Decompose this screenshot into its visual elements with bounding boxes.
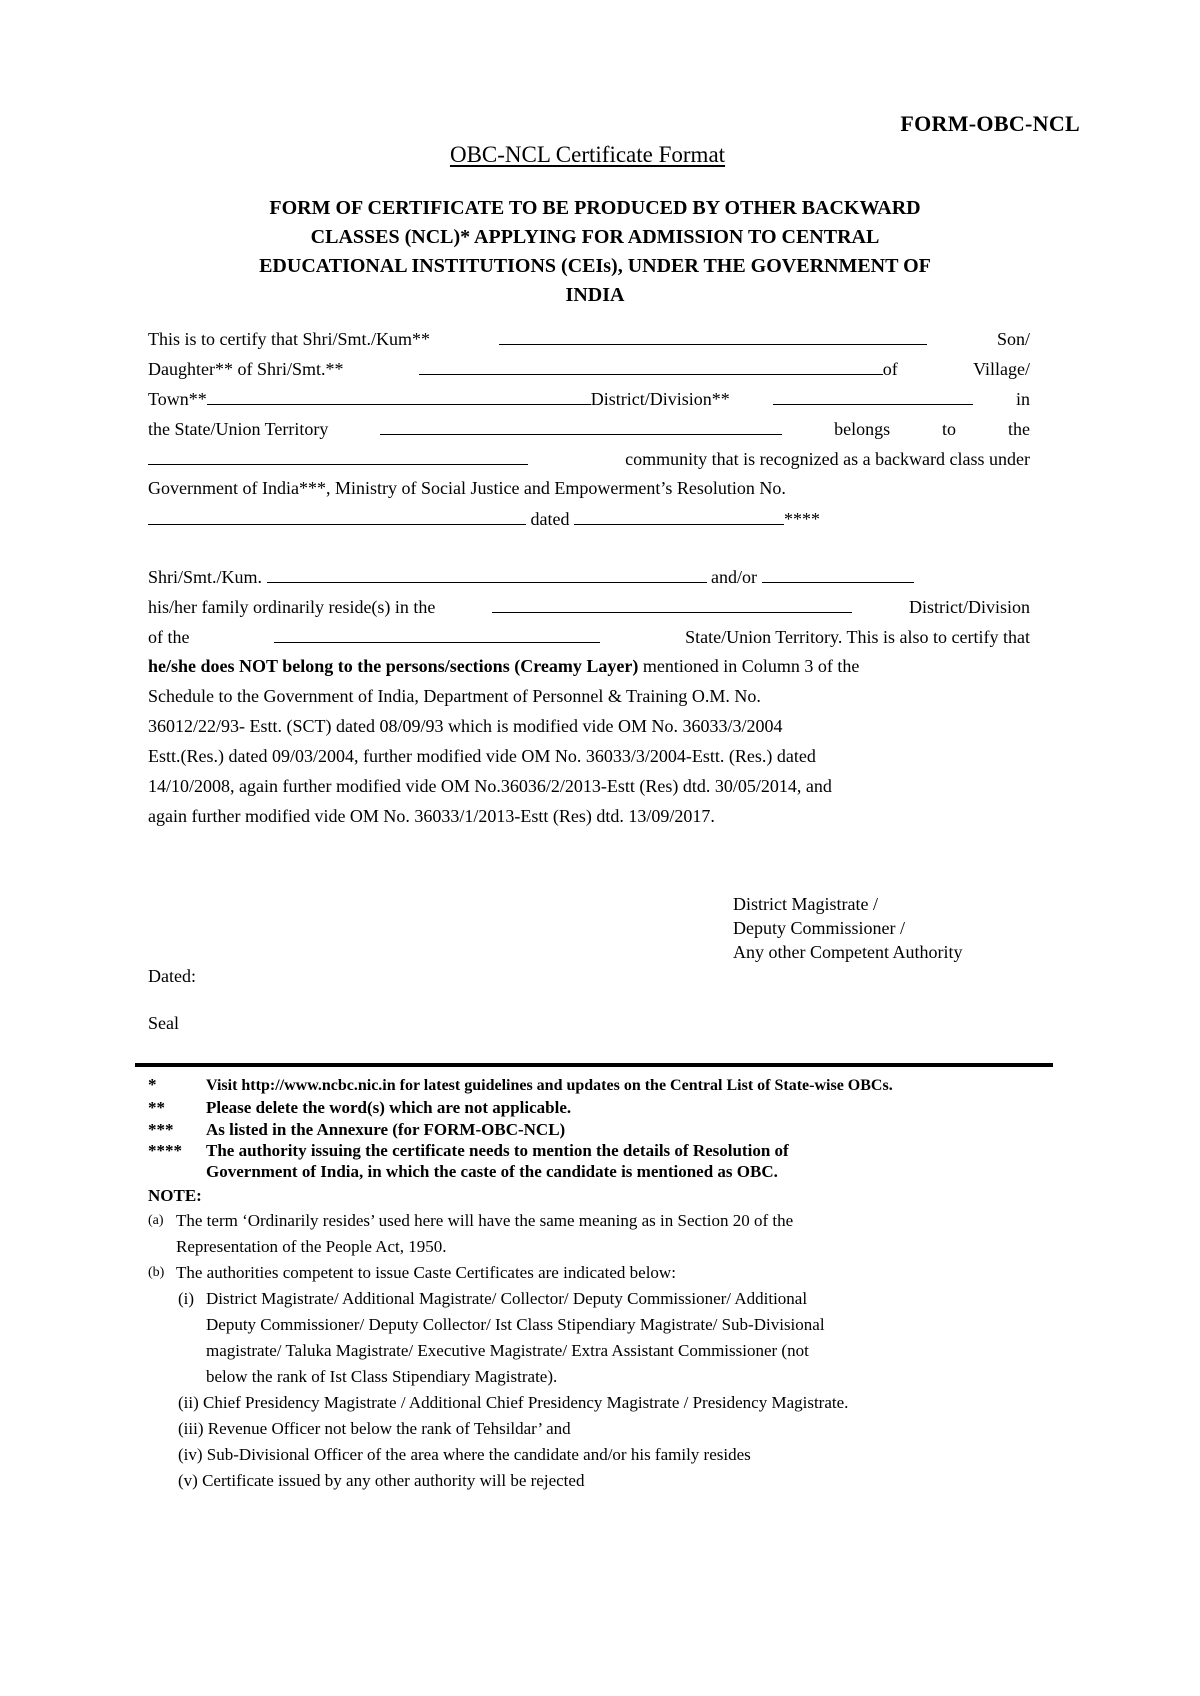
divider: [135, 1063, 1053, 1067]
text: the: [1007, 419, 1030, 439]
note-text: Deputy Commissioner/ Deputy Collector/ Ist Class Stipendiary Magistrate/ Sub-Divisional: [206, 1315, 825, 1334]
form-code: FORM-OBC-NCL: [900, 111, 1080, 136]
resolution-date-blank[interactable]: [574, 508, 784, 525]
body-line: 14/10/2008, again further modified vide OM No.36036/2/2013-Estt (Res) dtd. 30/05/2014, and: [148, 776, 832, 796]
body-line: Schedule to the Government of India, Department of Personnel & Training O.M. No.: [148, 686, 761, 706]
text: the State/Union Territory: [148, 419, 329, 439]
note-label: (i): [178, 1289, 195, 1308]
footnote: Government of India, in which the caste of the candidate is mentioned as OBC.: [206, 1162, 778, 1181]
footnote: *** As listed in the Annexure (for FORM-OBC-NCL): [148, 1120, 566, 1139]
text: belongs: [834, 419, 891, 439]
footnote: * Visit http://www.ncbc.nic.in for latest guidelines and updates on the Central List of State-wise OBCs.: [148, 1075, 893, 1094]
body-line: again further modified vide OM No. 36033/1/2013-Estt (Res) dtd. 13/09/2017.: [148, 806, 715, 826]
body-line: [148, 418, 1030, 448]
signature-line: Deputy Commissioner /: [733, 918, 905, 938]
state-blank[interactable]: [380, 418, 782, 435]
andor-blank[interactable]: [762, 566, 914, 583]
heading-line: FORM OF CERTIFICATE TO BE PRODUCED BY OTHER BACKWARD: [269, 197, 921, 219]
main-heading: [180, 194, 1010, 310]
body-line: [148, 508, 1030, 538]
seal-label: Seal: [148, 1013, 179, 1033]
signature-line: District Magistrate /: [733, 894, 878, 914]
name-blank[interactable]: [499, 328, 927, 345]
text: Town**: [148, 389, 207, 409]
note-text: (iii) Revenue Officer not below the rank of Tehsildar’ and: [178, 1419, 571, 1438]
body-line: Government of India***, Ministry of Social Justice and Empowerment’s Resolution No.: [148, 478, 786, 498]
father-name-blank[interactable]: [419, 358, 883, 375]
text: community that is recognized as a backward class under: [625, 449, 1030, 469]
candidate-blank[interactable]: [267, 566, 707, 583]
footnote: **** The authority issuing the certificate needs to mention the details of Resolution of: [148, 1141, 789, 1160]
body-line: [148, 448, 1030, 478]
note-text: (iv) Sub-Divisional Officer of the area where the candidate and/or his family resides: [178, 1445, 751, 1464]
heading-line: CLASSES (NCL)* APPLYING FOR ADMISSION TO CENTRAL: [310, 226, 880, 248]
text: Village/: [973, 359, 1030, 379]
residence-state-blank[interactable]: [274, 626, 600, 643]
note-text: below the rank of Ist Class Stipendiary Magistrate).: [206, 1367, 558, 1386]
dated-label: Dated:: [148, 966, 196, 986]
text: in: [1015, 389, 1030, 409]
note-text: Representation of the People Act, 1950.: [176, 1237, 447, 1256]
body-line: [148, 626, 1030, 656]
text: District/Division**: [590, 389, 730, 409]
text: and/or: [711, 567, 758, 587]
note-text: The term ‘Ordinarily resides’ used here will have the same meaning as in Section 20 of the: [176, 1211, 794, 1230]
note-text: (v) Certificate issued by any other authority will be rejected: [178, 1471, 585, 1490]
note-text: (ii) Chief Presidency Magistrate / Additional Chief Presidency Magistrate / Presidency Magistrate.: [178, 1393, 849, 1412]
text: This is to certify that Shri/Smt./Kum**: [148, 329, 430, 349]
note-text: The authorities competent to issue Caste Certificates are indicated below:: [176, 1263, 676, 1282]
town-blank[interactable]: [207, 388, 591, 405]
body-line: [148, 388, 1030, 418]
note-title: NOTE:: [148, 1186, 202, 1205]
text: ****: [783, 509, 820, 529]
text: mentioned in Column 3 of the: [638, 656, 860, 676]
body-line: [148, 566, 1030, 596]
text: Son/: [996, 329, 1030, 349]
heading-line: EDUCATIONAL INSTITUTIONS (CEIs), UNDER THE GOVERNMENT OF: [259, 255, 931, 277]
body-line: [148, 328, 1030, 358]
format-title: OBC-NCL Certificate Format: [449, 142, 726, 167]
note-text: District Magistrate/ Additional Magistrate/ Collector/ Deputy Commissioner/ Additional: [206, 1289, 808, 1308]
text: District/Division: [908, 597, 1030, 617]
signature-line: Any other Competent Authority: [733, 942, 963, 962]
text: dated: [530, 509, 570, 529]
resolution-no-blank[interactable]: [148, 508, 526, 525]
text-bold: he/she does NOT belong to the persons/sections (Creamy Layer): [148, 656, 639, 676]
text: to: [942, 419, 957, 439]
district-blank[interactable]: [773, 388, 973, 405]
heading-line: INDIA: [565, 284, 625, 306]
signature-block: [733, 892, 962, 964]
body-line: 36012/22/93- Estt. (SCT) dated 08/09/93 which is modified vide OM No. 36033/3/2004: [148, 716, 783, 736]
note-text: magistrate/ Taluka Magistrate/ Executive Magistrate/ Extra Assistant Commissioner (not: [206, 1341, 809, 1360]
residence-district-blank[interactable]: [492, 596, 852, 613]
body-line: Estt.(Res.) dated 09/03/2004, further modified vide OM No. 36033/3/2004-Estt. (Res.) dated: [148, 746, 816, 766]
footnote: ** Please delete the word(s) which are not applicable.: [148, 1098, 572, 1117]
text: of: [882, 359, 898, 379]
note-label: (b): [148, 1265, 165, 1280]
text: his/her family ordinarily reside(s) in the: [148, 597, 436, 617]
text: of the: [148, 627, 190, 647]
body-line: [148, 596, 1030, 626]
community-blank[interactable]: [148, 448, 528, 465]
body-line: [148, 358, 1030, 388]
text: State/Union Territory. This is also to certify that: [685, 627, 1030, 647]
text: Shri/Smt./Kum.: [148, 567, 263, 587]
text: Daughter** of Shri/Smt.**: [148, 359, 344, 379]
note-label: (a): [148, 1213, 164, 1228]
body-line: [148, 656, 1030, 686]
